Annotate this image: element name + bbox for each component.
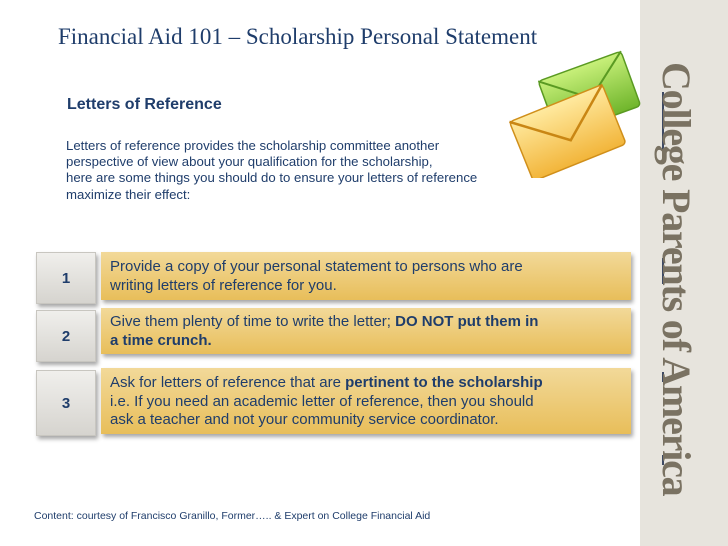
step-text-emphasis: DO NOT put them in <box>395 313 539 330</box>
intro-paragraph <box>66 138 566 203</box>
step-number: 2 <box>61 327 71 345</box>
step-text <box>110 374 630 430</box>
envelope-icon <box>500 48 650 178</box>
intro-line: maximize their effect: <box>66 186 191 202</box>
footer-credit: Content: courtesy of Francisco Granillo, Former….. & Expert on College Financial Aid <box>34 510 431 522</box>
step-text-line <box>110 374 630 393</box>
step-text-line: i.e. If you need an academic letter of reference, then you should <box>110 392 534 410</box>
step-text-emphasis: a time crunch. <box>110 331 212 349</box>
intro-line: Letters of reference provides the scholarship committee another <box>66 138 440 153</box>
step-number-box <box>36 252 96 304</box>
step-text-plain: Give them plenty of time to write the letter; <box>110 313 396 330</box>
step-text-line: Provide a copy of your personal statement to persons who are <box>110 258 523 275</box>
step-number-box <box>36 370 96 436</box>
brand-logo: College Parents of America <box>654 62 699 496</box>
step-text-line <box>110 313 630 332</box>
step-number: 3 <box>61 394 71 412</box>
step-text-emphasis: pertinent to the scholarship <box>345 374 543 391</box>
slide-title: Financial Aid 101 – Scholarship Personal Statement <box>58 24 538 49</box>
step-number: 1 <box>61 269 71 287</box>
step-number-box <box>36 310 96 362</box>
step-text <box>110 258 630 295</box>
section-heading: Letters of Reference <box>67 96 222 113</box>
step-text-line: ask a teacher and not your community service coordinator. <box>110 411 499 428</box>
step-text-line: writing letters of reference for you. <box>110 276 337 294</box>
step-text <box>110 313 630 350</box>
step-text-line <box>110 332 630 351</box>
intro-line: here are some things you should do to ensure your letters of reference <box>66 170 478 186</box>
intro-line: perspective of view about your qualification for the scholarship, <box>66 154 433 170</box>
step-text-plain: Ask for letters of reference that are <box>110 374 346 391</box>
